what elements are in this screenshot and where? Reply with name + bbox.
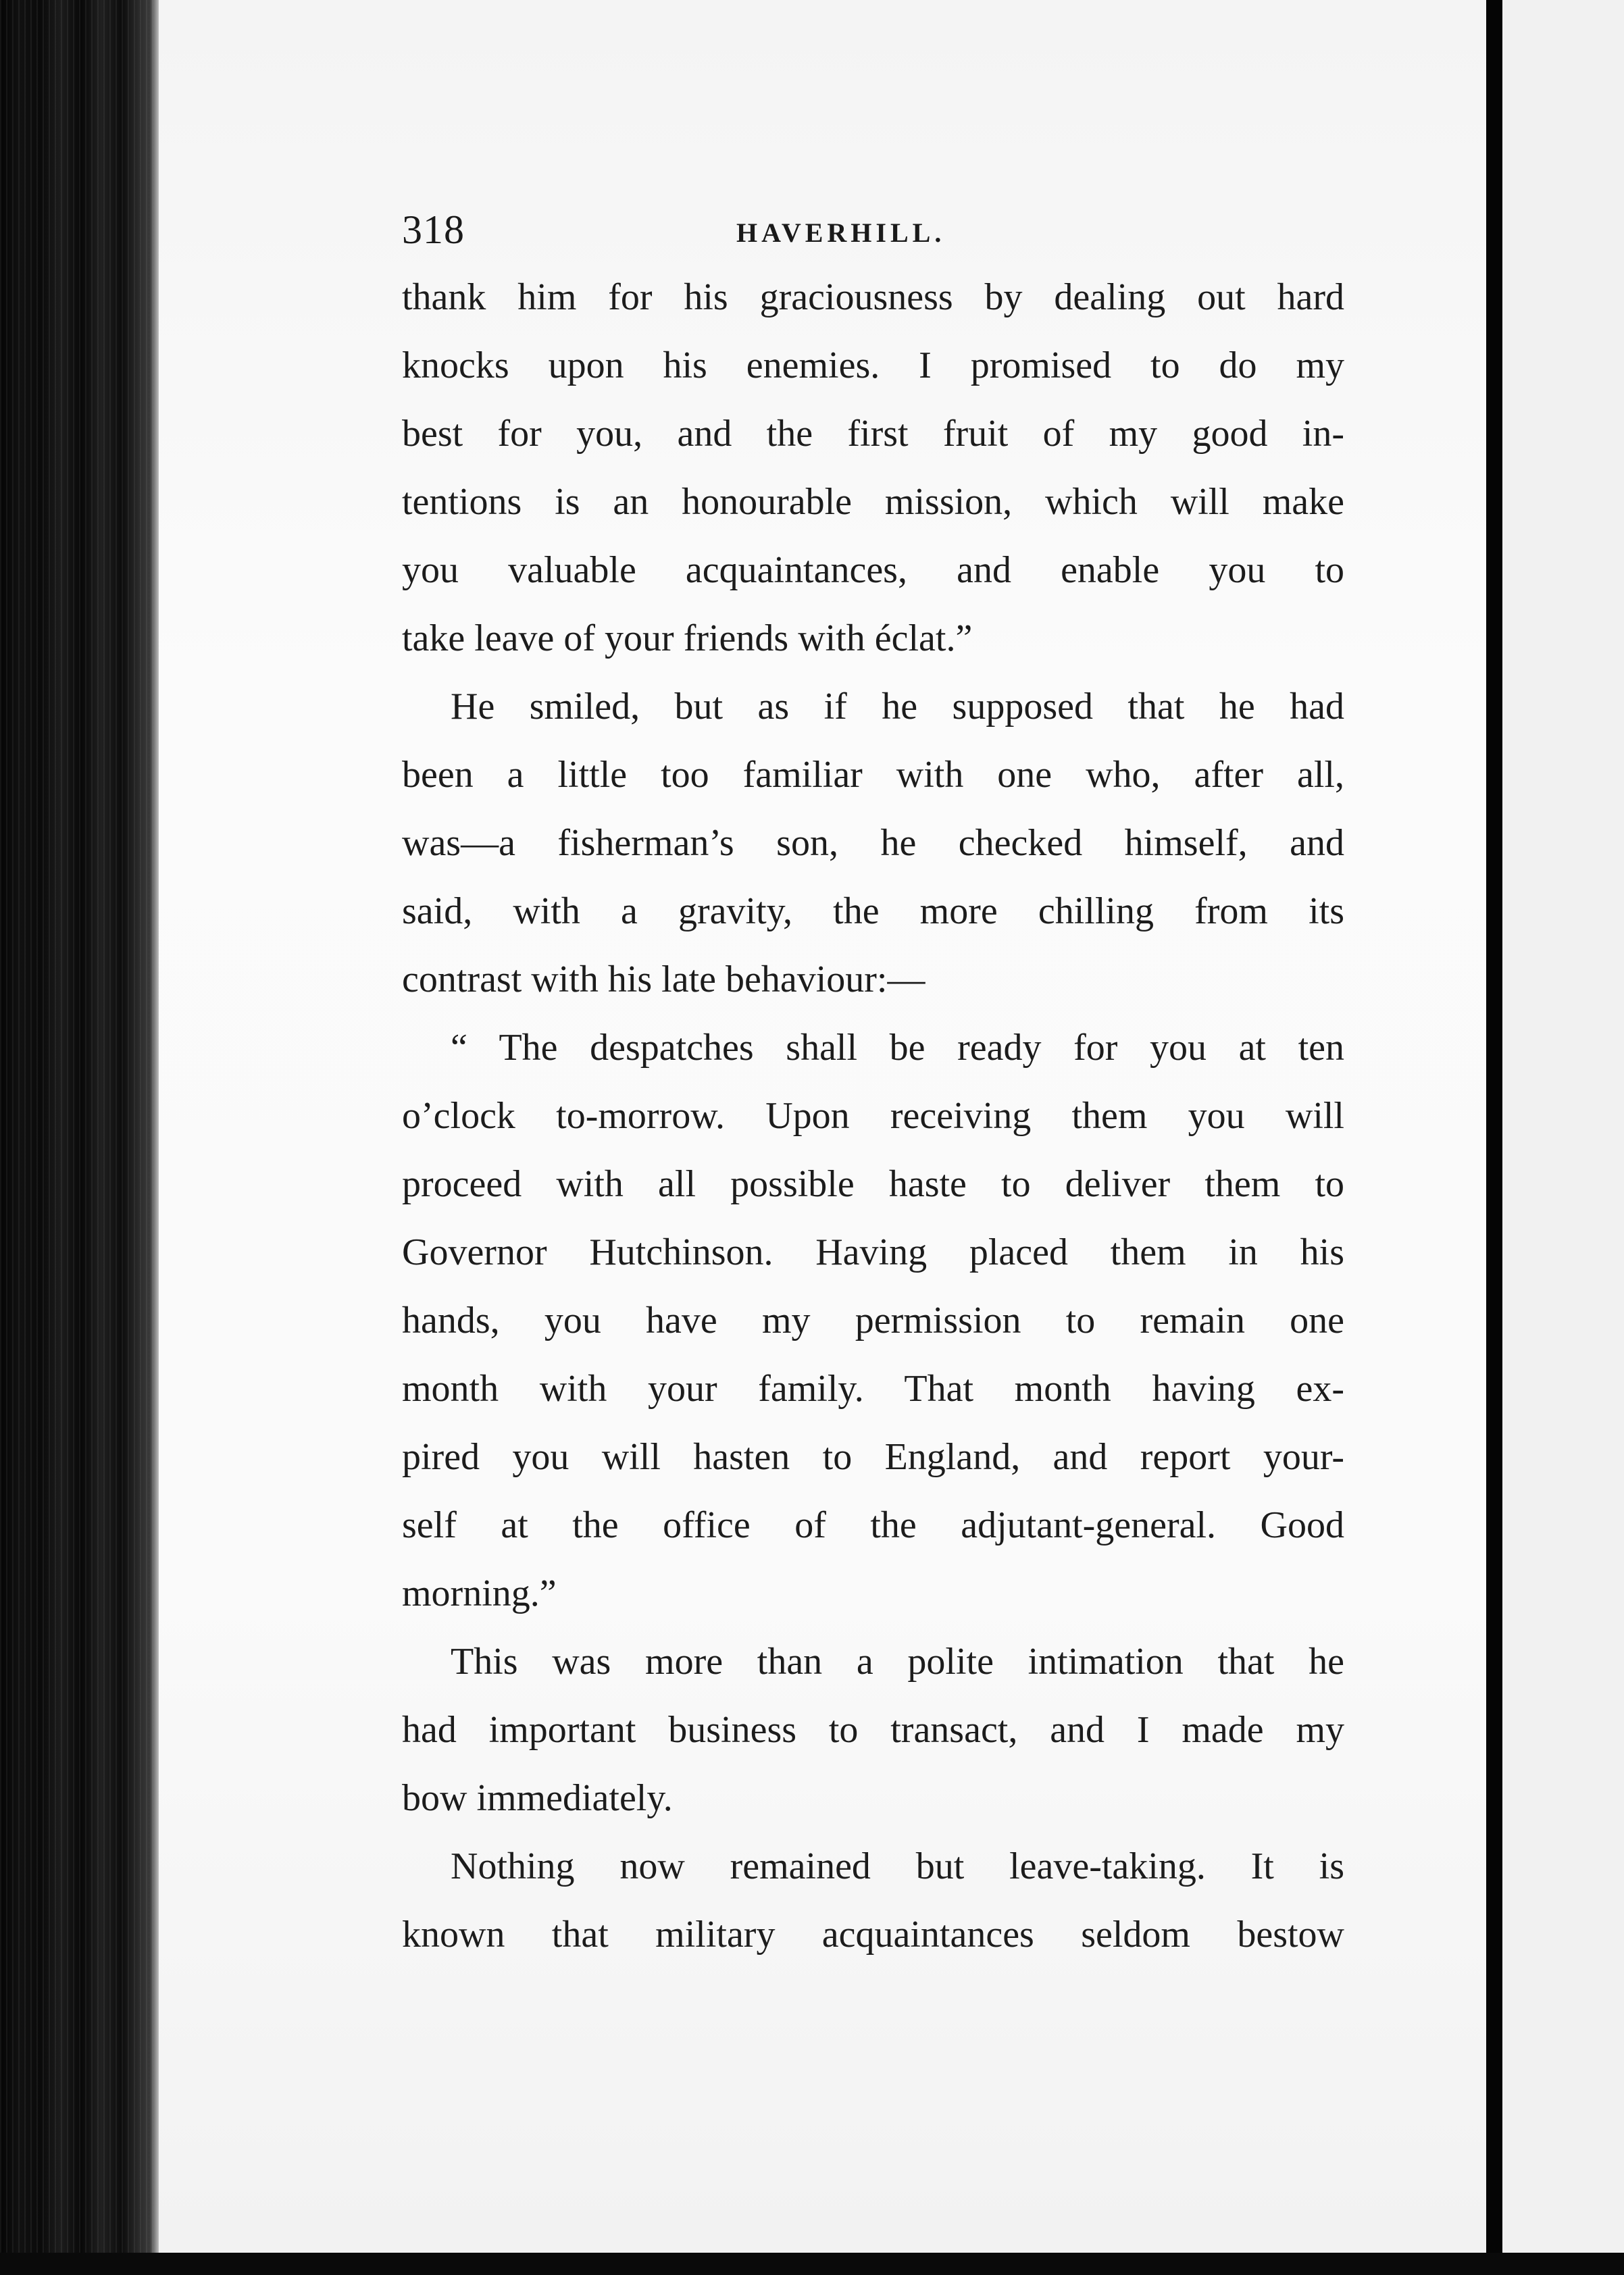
running-head: HAVERHILL. [736,218,946,248]
text-line: month with your family. That month having ex- [402,1368,1344,1410]
paragraph [402,1628,1344,1833]
paragraph [402,1014,1344,1628]
text-line: had important business to transact, and I made my [402,1709,1344,1751]
text-line: proceed with all possible haste to deliver them to [402,1163,1344,1205]
text-line: This was more than a polite intimation that he [451,1641,1344,1683]
binding-gutter [1486,0,1502,2275]
text-line: “ The despatches shall be ready for you at ten [451,1027,1344,1069]
text-line: tentions is an honourable mission, which will make [402,481,1344,523]
text-line: Governor Hutchinson. Having placed them in his [402,1231,1344,1273]
body-text [402,263,1344,1969]
text-line: Nothing now remained but leave-taking. It is [451,1845,1344,1887]
text-line: contrast with his late behaviour:— [402,958,925,1000]
paragraph [402,673,1344,1014]
page-header [402,203,1344,263]
text-line: you valuable acquaintances, and enable you to [402,549,1344,591]
text-line: was—a fisherman’s son, he checked himself, and [402,822,1344,864]
text-line: take leave of your friends with éclat.” [402,617,973,659]
text-line: thank him for his graciousness by dealing out hard [402,276,1344,318]
paragraph [402,1833,1344,1969]
text-line: morning.” [402,1573,557,1614]
facing-page [1502,0,1624,2253]
paragraph [402,263,1344,673]
text-line: said, with a gravity, the more chilling from its [402,890,1344,932]
text-line: He smiled, but as if he supposed that he had [451,686,1344,727]
text-line: pired you will hasten to England, and report your- [402,1436,1344,1478]
text-line: been a little too familiar with one who, after all, [402,754,1344,796]
page-edge-texture [0,0,159,2275]
text-line: hands, you have my permission to remain one [402,1300,1344,1341]
page-number: 318 [402,207,465,252]
text-line: self at the office of the adjutant-general. Good [402,1504,1344,1546]
text-line: best for you, and the first fruit of my good in- [402,413,1344,455]
text-line: known that military acquaintances seldom bestow [402,1914,1344,1956]
scan-bottom-edge [0,2253,1624,2275]
text-line: knocks upon his enemies. I promised to do my [402,344,1344,386]
text-line: bow immediately. [402,1777,673,1819]
text-line: o’clock to-morrow. Upon receiving them you will [402,1095,1344,1137]
page-text-block [402,203,1344,1969]
